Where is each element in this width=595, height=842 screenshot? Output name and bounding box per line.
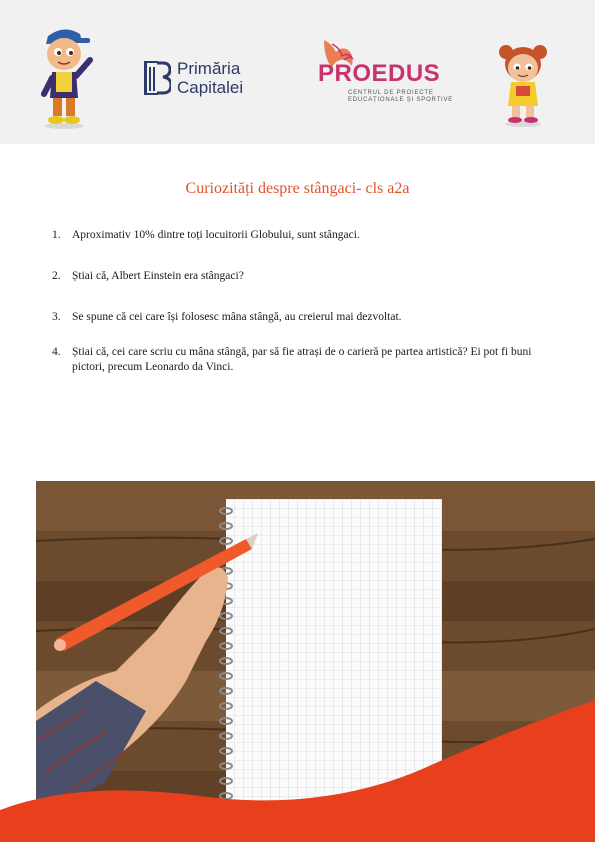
fact-item: [52, 228, 562, 243]
proedus-subtitle-line2: EDUCAȚIONALE ȘI SPORTIVE: [348, 97, 454, 103]
page-title: Curiozități despre stângaci- cls a2a: [185, 180, 410, 197]
fact-number: 4.: [52, 346, 61, 358]
proedus-subtitle: [348, 90, 453, 104]
fact-item: [52, 310, 562, 325]
proedus-logo: [318, 38, 454, 103]
fact-text: Știai că, cei care scriu cu mâna stângă, par să fie atrași de o carieră pe partea artistică? Ei pot fi buni pictori, precum Leonardo da Vinci.: [72, 346, 532, 373]
facts-list: [52, 228, 562, 375]
fact-item: [52, 269, 562, 284]
fact-item: [52, 345, 562, 375]
proedus-subtitle-line1: CENTRUL DE PROIECTE: [348, 90, 434, 96]
boy-mascot-illustration: [34, 22, 98, 130]
decorative-orange-wave: [0, 700, 595, 842]
fact-text: Știai că, Albert Einstein era stângaci?: [72, 270, 244, 282]
page-header: [0, 0, 595, 144]
fact-number: 2.: [52, 270, 61, 282]
fact-text: Aproximativ 10% dintre toți locuitorii Globului, sunt stângaci.: [72, 229, 360, 241]
primaria-capitalei-logo: [143, 58, 243, 98]
girl-mascot-illustration: [492, 38, 554, 128]
fact-number: 1.: [52, 229, 61, 241]
proedus-wordmark: PROEDUS: [318, 60, 441, 87]
primaria-logo-line1: Primăria: [177, 59, 241, 78]
primaria-logo-line2: Capitalei: [177, 78, 244, 97]
building-b-logo-icon: [143, 59, 171, 97]
fact-number: 3.: [52, 311, 61, 323]
fact-text: Se spune că cei care își folosesc mâna stângă, au creierul mai dezvoltat.: [72, 311, 402, 323]
